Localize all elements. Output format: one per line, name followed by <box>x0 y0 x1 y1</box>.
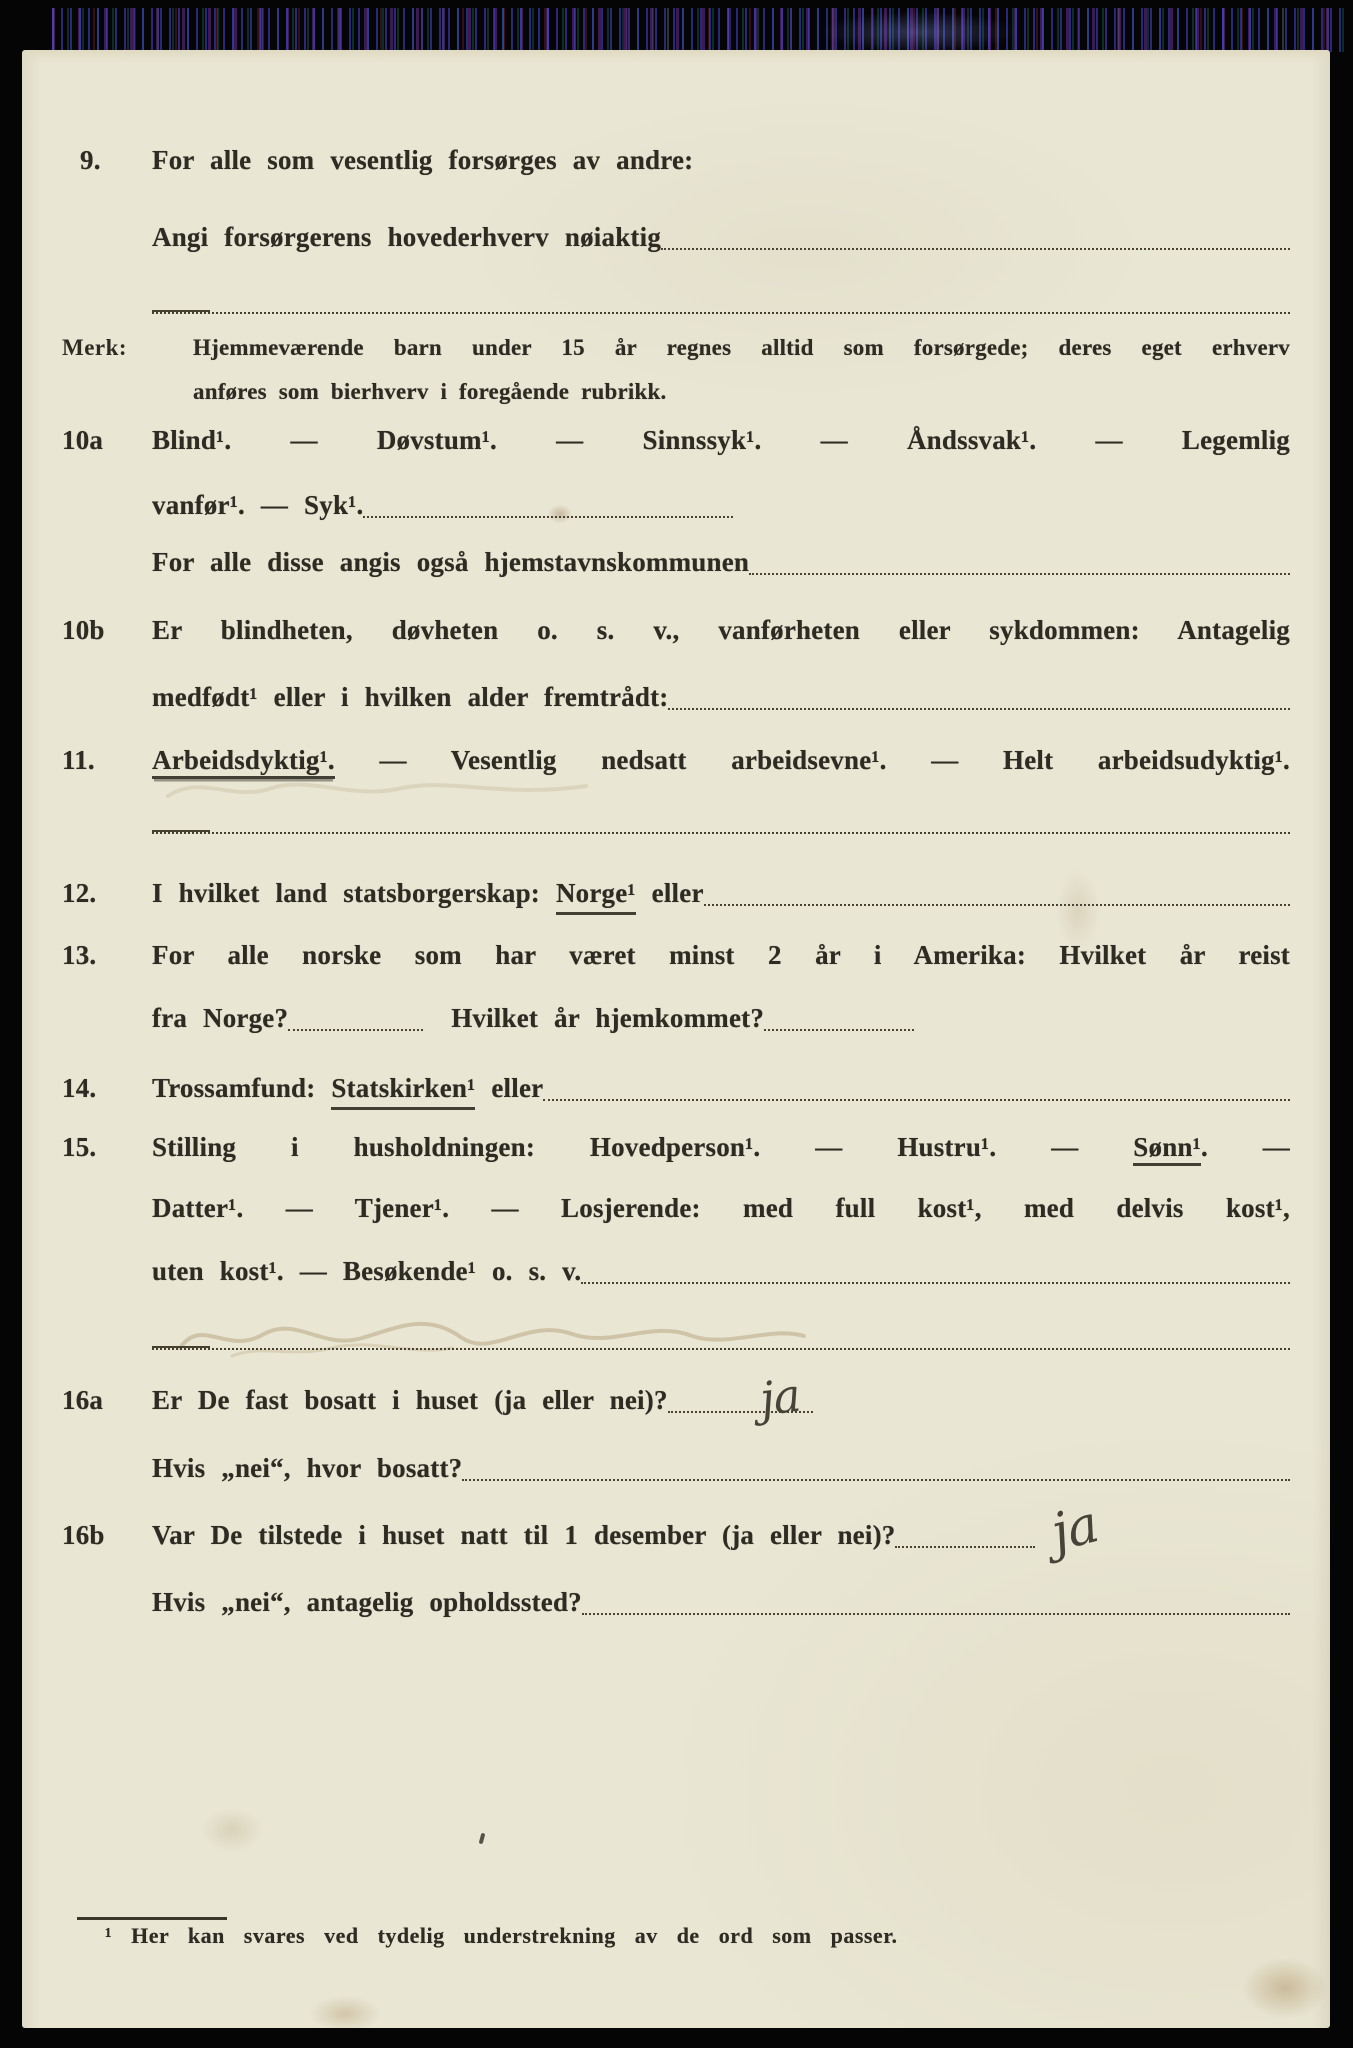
answer-line <box>543 1084 1290 1101</box>
question-11-line-1 <box>62 742 1290 778</box>
question-number: 11. <box>62 745 95 775</box>
question-text: — Vesentlig nedsatt arbeidsevne¹. — Helt arbeidsudyktig¹. <box>334 745 1290 775</box>
hand-underlined-word: Norge¹ <box>556 875 636 915</box>
question-16b-line-2 <box>152 1584 1290 1620</box>
question-text: uten kost¹. — Besøkende¹ o. s. v. <box>152 1256 582 1286</box>
answer-line <box>668 693 1290 710</box>
question-text: I hvilket land statsborgerskap: <box>152 878 556 908</box>
question-10a-line-3 <box>152 544 1290 580</box>
question-text: eller <box>635 878 704 908</box>
question-12-line-1 <box>62 875 1290 915</box>
question-15-line-1 <box>62 1129 1290 1165</box>
question-text: medfødt¹ eller i hvilken alder fremtrådt: <box>152 682 669 712</box>
merk-text: Hjemmeværende barn under 15 år regnes alltid som forsørgede; deres eget erhverv <box>193 335 1290 360</box>
question-9-line-1 <box>80 142 1290 178</box>
paper-sheet <box>22 50 1330 2028</box>
hand-underlined-word: Statskirken¹ <box>331 1070 475 1110</box>
question-16a-line-1 <box>62 1367 1290 1427</box>
question-10b-line-2 <box>152 679 1290 715</box>
handwritten-answer: ja <box>1045 1494 1104 1564</box>
question-text: Angi forsørgerens hovederhverv nøiaktig <box>152 222 662 252</box>
ink-speck <box>479 1833 486 1845</box>
answer-line <box>704 889 1290 906</box>
question-number: 9. <box>80 145 101 175</box>
hand-underlined-word: Arbeidsdyktig¹. <box>152 745 335 779</box>
question-16a-line-2 <box>152 1450 1290 1486</box>
question-number: 15. <box>62 1132 97 1162</box>
question-15-line-3 <box>152 1253 1290 1289</box>
merk-note-line-1 <box>193 333 1290 363</box>
question-text: For alle disse angis også hjemstavnskommunen <box>152 547 750 577</box>
question-16b-line-1 <box>62 1494 1290 1564</box>
answer-line <box>749 558 1290 575</box>
question-number: 10b <box>62 615 105 645</box>
ink-bleedthrough <box>172 1298 812 1368</box>
answer-line <box>152 312 1290 314</box>
answer-line <box>582 1598 1290 1615</box>
answer-line <box>581 1267 1290 1284</box>
answer-line <box>152 1348 1290 1350</box>
question-13-line-1 <box>62 937 1290 973</box>
question-text: Hvis „nei“, hvor bosatt? <box>152 1453 463 1483</box>
footnote-separator <box>77 1917 227 1920</box>
question-9-line-2 <box>152 219 1290 255</box>
question-text: Var De tilstede i huset natt til 1 desember (ja eller nei)? <box>152 1520 896 1550</box>
answer-line <box>661 233 1290 250</box>
question-number: 16a <box>62 1385 104 1415</box>
question-text: Datter¹. — Tjener¹. — Losjerende: med full kost¹, med delvis kost¹, <box>152 1193 1290 1223</box>
question-text: Er De fast bosatt i huset (ja eller nei)? <box>152 1385 668 1415</box>
question-text: Stilling i husholdningen: Hovedperson¹. — Hustru¹. — <box>152 1132 1134 1162</box>
question-number: 14. <box>62 1073 97 1103</box>
answer-line <box>764 1014 914 1031</box>
merk-note-line-2 <box>193 377 1290 407</box>
question-number: 16b <box>62 1520 105 1550</box>
scanner-noise-strip <box>52 8 1346 52</box>
question-text: Hvilket år hjemkommet? <box>451 1003 765 1033</box>
question-15-line-2 <box>152 1190 1290 1226</box>
footnote: ¹ Her kan svares ved tydelig understrekning av de ord som passer. <box>105 1923 898 1948</box>
answer-line <box>288 1014 423 1031</box>
merk-label: Merk: <box>62 335 128 360</box>
hand-underlined-word: Sønn¹ <box>1133 1132 1201 1166</box>
handwritten-answer: ja <box>756 1367 803 1427</box>
question-text: fra Norge? <box>152 1003 289 1033</box>
question-number: 10a <box>62 425 104 455</box>
answer-line <box>363 501 733 518</box>
merk-text: anføres som bierhverv i foregående rubrikk. <box>193 379 667 404</box>
question-10a-line-1 <box>62 422 1290 458</box>
answer-line <box>895 1531 1035 1548</box>
question-text: Trossamfund: <box>152 1073 332 1103</box>
question-text: Er blindheten, døvheten o. s. v., vanførheten eller sykdommen: Antagelig <box>152 615 1290 645</box>
question-10b-line-1 <box>62 612 1290 648</box>
question-text: . — <box>1200 1132 1290 1162</box>
question-13-line-2 <box>152 1000 1290 1036</box>
question-text: Blind¹. — Døvstum¹. — Sinnssyk¹. — Åndssvak¹. — Legemlig <box>152 425 1290 455</box>
question-text: eller <box>475 1073 544 1103</box>
question-10a-line-2 <box>152 487 1290 523</box>
answer-line <box>462 1464 1290 1481</box>
question-text: Hvis „nei“, antagelig opholdssted? <box>152 1587 582 1617</box>
question-text: vanfør¹. — Syk¹. <box>152 490 364 520</box>
answer-line <box>152 832 1290 834</box>
question-text: For alle som vesentlig forsørges av andre: <box>152 145 694 175</box>
question-number: 12. <box>62 878 97 908</box>
question-text: For alle norske som har været minst 2 år i Amerika: Hvilket år reist <box>152 940 1290 970</box>
question-number: 13. <box>62 940 97 970</box>
question-14-line-1 <box>62 1070 1290 1110</box>
